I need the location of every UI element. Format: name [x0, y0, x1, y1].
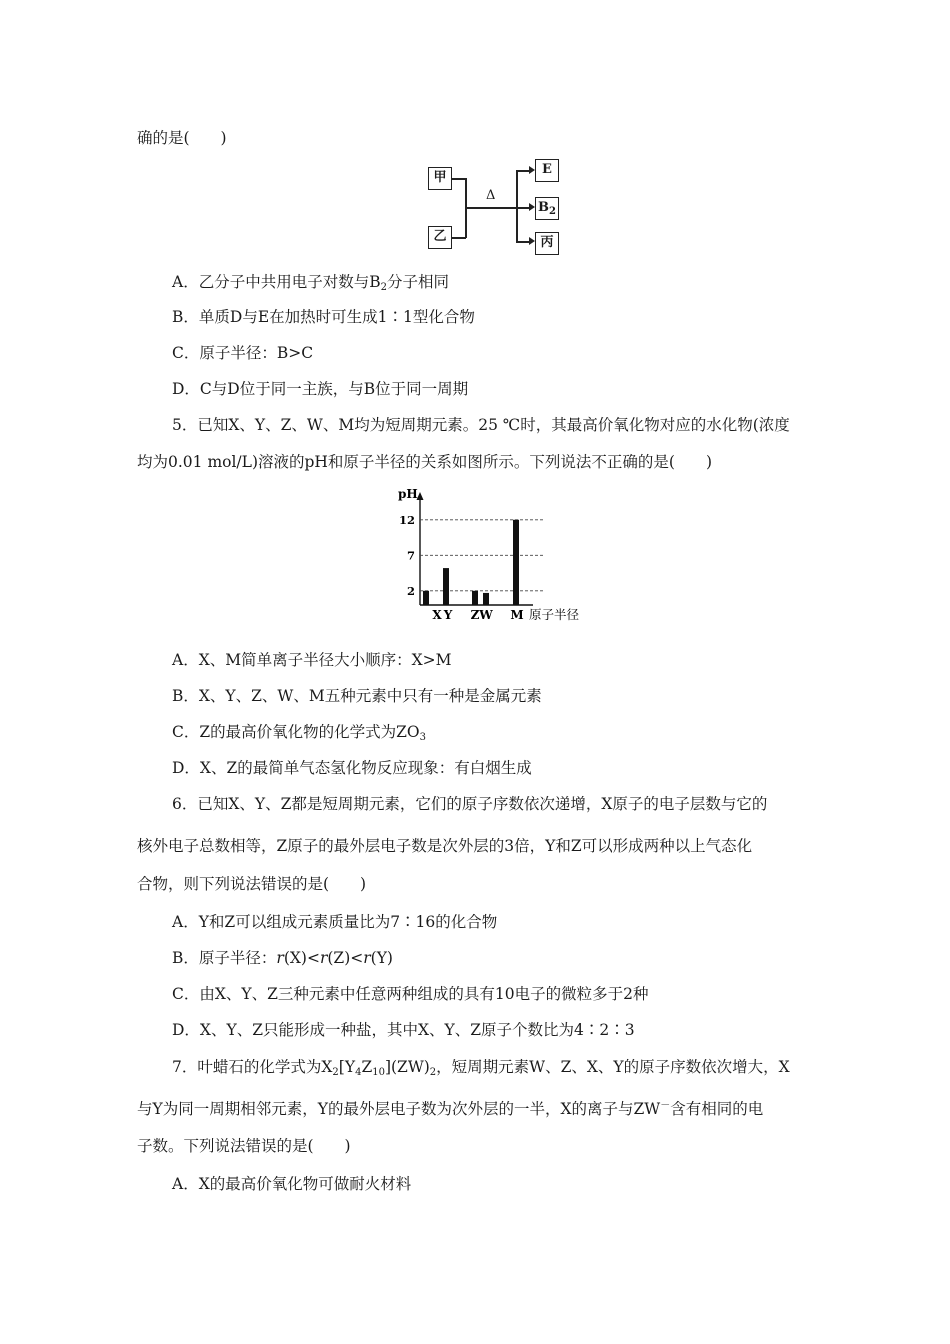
q6-option-a: A．Y和Z可以组成元素质量比为7∶16的化合物	[172, 913, 498, 931]
q5-option-b: B．X、Y、Z、W、M五种元素中只有一种是金属元素	[172, 687, 542, 705]
q7-text: [Y	[338, 1058, 356, 1076]
q6-option-b-text: B．原子半径：	[172, 949, 277, 967]
x-category-label: W	[479, 608, 493, 622]
y-axis-label: pH	[398, 487, 418, 501]
q4-option-c: C．原子半径：B>C	[172, 344, 314, 362]
bar-m	[513, 520, 519, 605]
radius-symbol: r	[363, 949, 371, 967]
q7-text: 7．叶蜡石的化学式为X	[172, 1058, 333, 1076]
q7-text: ](ZW)	[384, 1058, 430, 1076]
y-tick-label: 2	[406, 583, 415, 598]
subscript: 3	[419, 732, 426, 743]
subscript: 4	[355, 1067, 362, 1078]
q5-stem-line-1: 5．已知X、Y、Z、W、M均为短周期元素。25 ℃时，其最高价氧化物对应的水化物(浓度	[172, 416, 790, 434]
q7-stem-line-1	[172, 1057, 790, 1083]
product-2-symbol: B	[538, 200, 550, 215]
q6-stem-line-1: 6．已知X、Y、Z都是短周期元素，它们的原子序数依次递增，X原子的电子层数与它的	[172, 795, 768, 813]
y-tick-label: 7	[406, 548, 415, 563]
q6-option-c: C．由X、Y、Z三种元素中任意两种组成的具有10电子的微粒多于2种	[172, 985, 649, 1003]
q5-stem-line-2: 均为0.01 mol/L)溶液的pH和原子半径的关系如图所示。下列说法不正确的是( )	[137, 453, 713, 471]
radius-symbol: r	[276, 949, 284, 967]
flow-line	[451, 237, 466, 239]
q7-text: Z	[361, 1058, 373, 1076]
flow-line	[465, 207, 517, 209]
x-category-label: X	[432, 608, 442, 622]
product-box-2	[535, 197, 559, 220]
superscript: －	[660, 1100, 671, 1111]
q6-option-d: D．X、Y、Z只能形成一种盐，其中X、Y、Z原子个数比为4∶2∶3	[172, 1021, 635, 1039]
q6-option-b	[172, 948, 393, 968]
product-box-1: E	[535, 159, 559, 182]
flow-line	[516, 170, 518, 242]
q7-stem-line-3: 子数。下列说法错误的是( )	[137, 1137, 351, 1155]
reactant-box-2: 乙	[428, 226, 452, 249]
x-axis-label: 原子半径	[529, 607, 580, 622]
heat-condition: Δ	[486, 188, 496, 203]
q7-text: 含有相同的电	[670, 1100, 764, 1118]
subscript: 2	[332, 1067, 339, 1078]
q4-option-a	[172, 272, 449, 298]
bar-w	[483, 593, 489, 605]
subscript: 2	[380, 282, 387, 293]
x-category-label: Y	[443, 608, 453, 622]
q6-stem-line-2: 核外电子总数相等，Z原子的最外层电子数是次外层的3倍，Y和Z可以形成两种以上气态化	[137, 837, 753, 855]
q4-stem-tail: 确的是( )	[137, 129, 227, 147]
subscript: 2	[429, 1067, 437, 1078]
q5-option-d: D．X、Z的最简单气态氢化物反应现象：有白烟生成	[172, 759, 532, 777]
q7-option-a: A．X的最高价氧化物可做耐火材料	[172, 1175, 412, 1193]
ph-radius-chart	[385, 482, 590, 622]
y-tick-label: 12	[398, 512, 415, 527]
q7-text: 与Y为同一周期相邻元素，Y的最外层电子数为次外层的一半，X的离子与ZW	[137, 1100, 661, 1118]
bar-x	[423, 591, 429, 605]
flow-line	[451, 178, 466, 180]
q4-option-a-text: A．乙分子中共用电子对数与B	[172, 273, 381, 291]
q6-option-b-part: (X)<	[283, 949, 320, 967]
q4-option-b: B．单质D与E在加热时可生成1∶1型化合物	[172, 308, 475, 326]
q5-option-c-text: C．Z的最高价氧化物的化学式为ZO	[172, 723, 420, 741]
subscript: 10	[372, 1067, 385, 1078]
reactant-box-1: 甲	[428, 167, 452, 190]
q6-option-b-part: (Z)<	[327, 949, 364, 967]
q6-stem-line-3: 合物，则下列说法错误的是( )	[137, 875, 367, 893]
radius-symbol: r	[319, 949, 328, 967]
q7-stem-line-2	[137, 1096, 763, 1119]
q6-option-b-part: (Y)	[370, 949, 393, 967]
q4-option-d: D．C与D位于同一主族，与B位于同一周期	[172, 380, 469, 398]
bar-z	[472, 591, 478, 605]
q4-option-a-text-end: 分子相同	[386, 273, 449, 291]
q5-option-a: A．X、M简单离子半径大小顺序：X>M	[172, 651, 452, 669]
x-category-label: Z	[470, 608, 480, 622]
x-category-label: M	[510, 608, 524, 622]
q5-option-c	[172, 722, 426, 748]
product-2-subscript: 2	[549, 206, 556, 217]
q7-text: ，短周期元素W、Z、X、Y的原子序数依次增大，X	[436, 1058, 790, 1076]
bar-y	[443, 568, 449, 605]
product-box-3: 丙	[535, 232, 559, 255]
